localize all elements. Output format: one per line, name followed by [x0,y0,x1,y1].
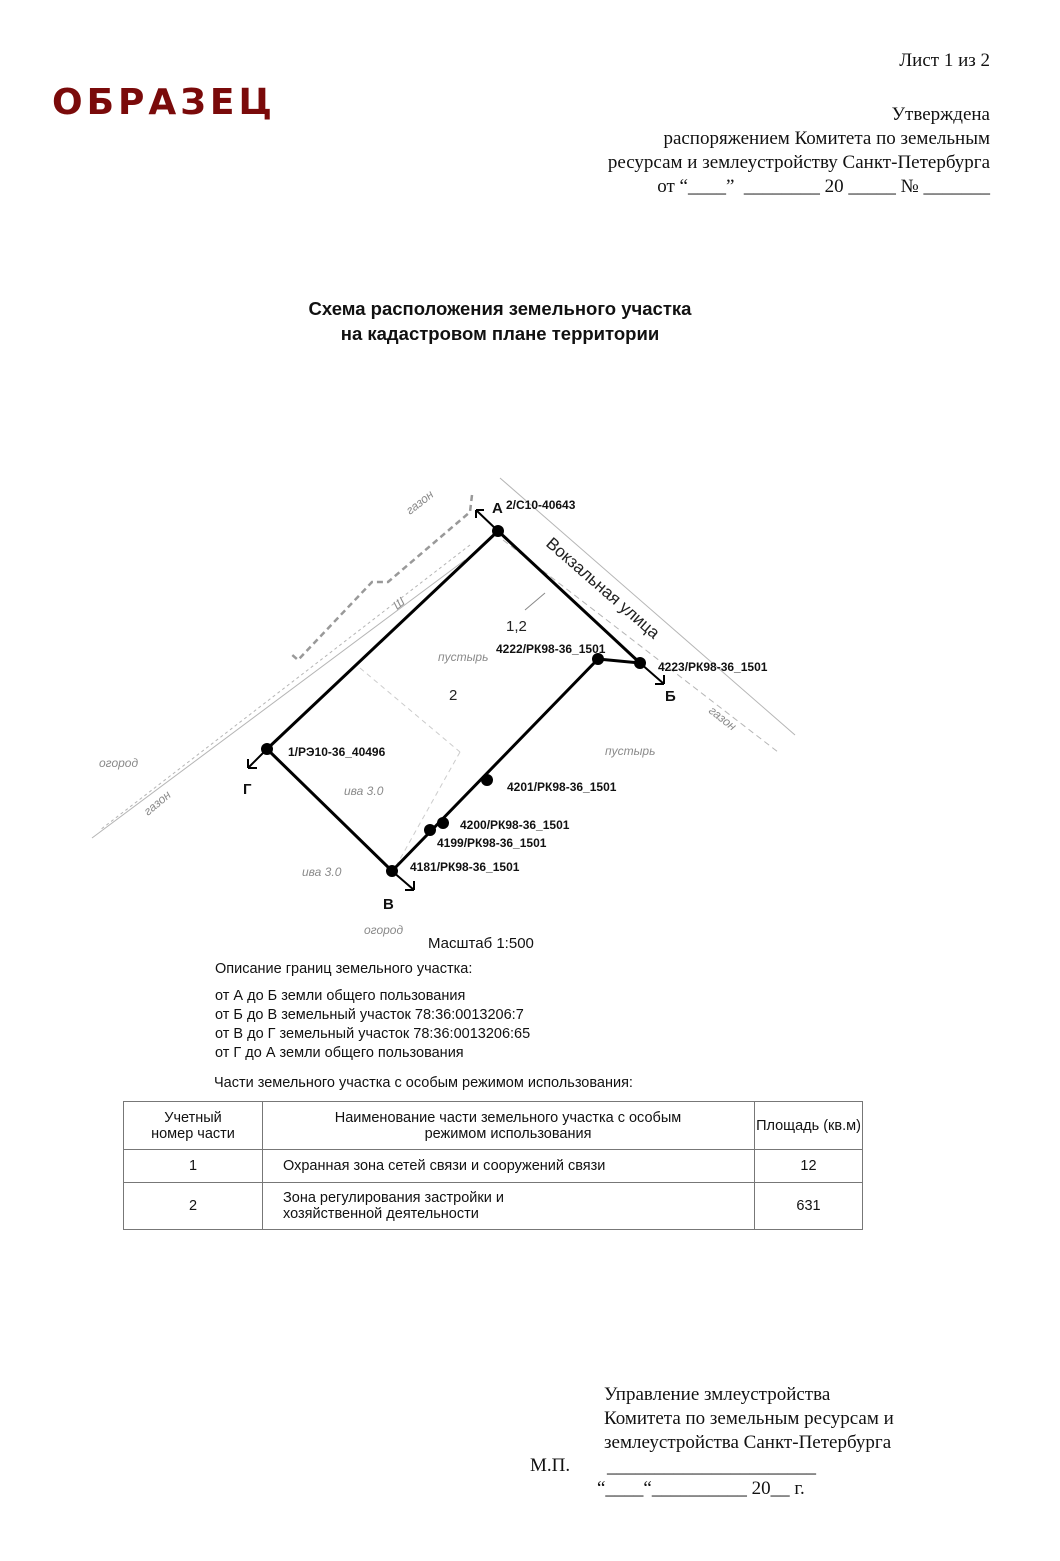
approval-line: распоряжением Комитета по земельным [663,128,990,149]
point-label-4222: 4222/РК98-36_1501 [496,642,606,656]
cell-area: 12 [755,1150,863,1183]
road-edge-line [500,478,795,735]
sample-stamp: ОБРАЗЕЦ [52,82,276,123]
description-line: от В до Г земельный участок 78:36:0013206:65 [215,1026,531,1042]
table-row [124,1183,863,1230]
terrain-label-wasteland: пустырь [605,744,656,758]
vertex-b [634,657,646,669]
header-part-number: Учетный номер части [124,1102,263,1150]
signoff-line: землеустройства Санкт-Петербурга [604,1432,892,1453]
zone-label-1-2: 1,2 [506,618,527,635]
signoff-line: Управление змлеустройства [604,1384,831,1405]
terrain-label-sh: Ш [390,594,408,613]
table-header-row [124,1102,863,1150]
fence-line [92,560,465,838]
description-heading: Описание границ земельного участка: [215,961,473,977]
approval-line: Утверждена [891,104,990,125]
zone-label-2: 2 [449,687,458,704]
cell-part-number: 2 [124,1183,263,1230]
vertex-v [386,865,398,877]
boundary-b-4222 [598,659,640,663]
vertex-4200 [437,817,449,829]
description-line: от Г до А земли общего пользования [215,1045,464,1061]
terrain-label-willow: ива 3.0 [344,784,384,798]
corner-letter-a: А [492,500,503,517]
map-scale: Масштаб 1:500 [428,935,534,952]
point-label-4201: 4201/РК98-36_1501 [507,780,617,794]
date-line: “____“__________ 20__ г. [597,1478,805,1499]
zone-pointer-line [525,593,545,610]
point-label-v: 4181/РК98-36_1501 [410,860,520,874]
point-label-g: 1/РЭ10-36_40496 [288,745,386,759]
signoff-block [604,1383,894,1455]
terrain-label-willow: ива 3.0 [302,865,342,879]
parts-table [123,1101,863,1230]
cell-part-name: Охранная зона сетей связи и сооружений связи [263,1150,755,1183]
corner-letter-b: Б [665,688,676,705]
terrain-label-garden: огород [364,923,404,937]
terrain-label-lawn: газон [140,787,174,819]
description-line: от Б до В земельный участок 78:36:0013206:7 [215,1007,524,1023]
vertex-4201 [481,774,493,786]
vertex-a [492,525,504,537]
corner-letter-v: В [383,896,394,913]
description-line: от А до Б земли общего пользования [215,988,466,1004]
corner-letter-g: Г [243,781,252,798]
terrain-label-lawn: газон [403,487,437,518]
approval-line: ресурсам и землеустройству Санкт-Петербурга [607,152,990,173]
street-name: Вокзальная улица [542,533,664,643]
terrain-label-lawn: газон [706,703,740,734]
point-label-a: 2/С10-40643 [506,498,576,512]
point-label-4199: 4199/РК98-36_1501 [437,836,547,850]
boundary-v-g [267,749,392,871]
fence-line-dotted [100,545,470,830]
parts-table-title: Части земельного участка с особым режимом использования: [214,1075,633,1091]
sheet-number: Лист 1 из 2 [899,50,990,71]
header-part-name: Наименование части земельного участка с особым режимом использования [263,1102,755,1150]
terrain-label-wasteland: пустырь [438,650,489,664]
cell-part-name: Зона регулирования застройки и хозяйственной деятельности [263,1183,755,1230]
signoff-line: Комитета по земельным ресурсам и [604,1408,894,1429]
cell-part-number: 1 [124,1150,263,1183]
point-label-b: 4223/РК98-36_1501 [658,660,768,674]
seal-place: М.П. [530,1455,571,1476]
vertex-4199 [424,824,436,836]
header-area: Площадь (кв.м) [755,1102,863,1150]
point-label-4200: 4200/РК98-36_1501 [460,818,570,832]
vertex-g [261,743,273,755]
boundary-g-a [267,531,498,749]
signature-line: ______________________ [607,1456,816,1477]
scheme-title-line: на кадастровом плане территории [340,323,660,344]
boundary-description [215,960,530,1063]
cell-area: 631 [755,1183,863,1230]
terrain-label-garden: огород [99,756,139,770]
scheme-title-line: Схема расположения земельного участка [308,298,692,319]
approval-line: от “____” ________ 20 _____ № _______ [657,176,990,197]
fence-dashed-line [290,495,472,660]
table-row [124,1150,863,1183]
zone-boundary-line [360,668,460,752]
